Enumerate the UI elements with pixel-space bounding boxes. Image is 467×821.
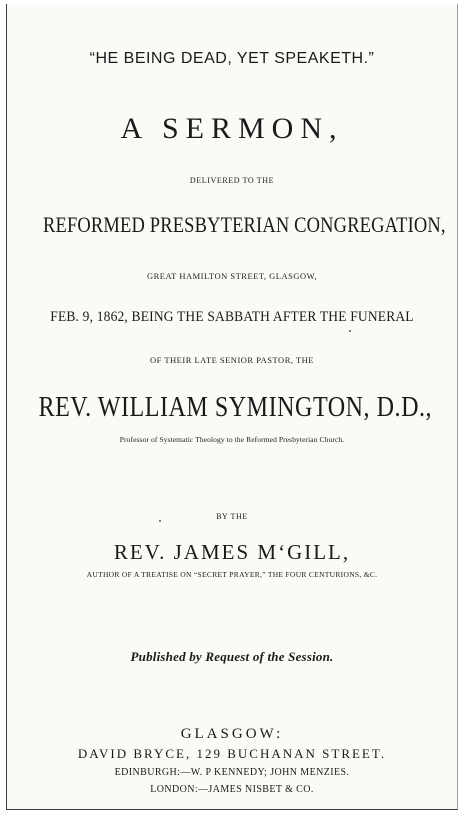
author-credit: AUTHOR OF A TREATISE ON “SECRET PRAYER,” THE FOUR CENTURIONS, &C. (86, 570, 378, 579)
street-address: GREAT HAMILTON STREET, GLASGOW, (146, 271, 317, 281)
sermon-title: A SERMON, (120, 112, 344, 145)
published-note: Published by Request of the Session. (130, 649, 334, 664)
epigraph: “HE BEING DEAD, YET SPEAKETH.” (89, 50, 375, 67)
author-name: REV. JAMES M‘GILL, (113, 540, 351, 564)
imprint-city: GLASGOW: (180, 726, 284, 742)
imprint-publisher: DAVID BRYCE, 129 BUCHANAN STREET. (77, 746, 387, 761)
deceased-role: Professor of Systematic Theology to the Reformed Presbyterian Church. (119, 435, 345, 444)
deceased-name: REV. WILLIAM SYMINGTON, D.D., (38, 392, 433, 423)
paper-speck (349, 330, 351, 332)
imprint-edinburgh: EDINBURGH:—W. P KENNEDY; JOHN MENZIES. (114, 767, 350, 778)
delivered-to-line: DELIVERED TO THE (189, 176, 275, 185)
by-the-line: BY THE (216, 512, 248, 521)
pastor-line: OF THEIR LATE SENIOR PASTOR, THE (150, 355, 314, 365)
title-page (6, 4, 458, 810)
paper-speck (159, 520, 161, 522)
imprint-london: LONDON:—JAMES NISBET & CO. (150, 784, 314, 795)
congregation-name: REFORMED PRESBYTERIAN CONGREGATION, (43, 212, 446, 237)
occasion-date: FEB. 9, 1862, BEING THE SABBATH AFTER THE FUNERAL (50, 309, 414, 325)
